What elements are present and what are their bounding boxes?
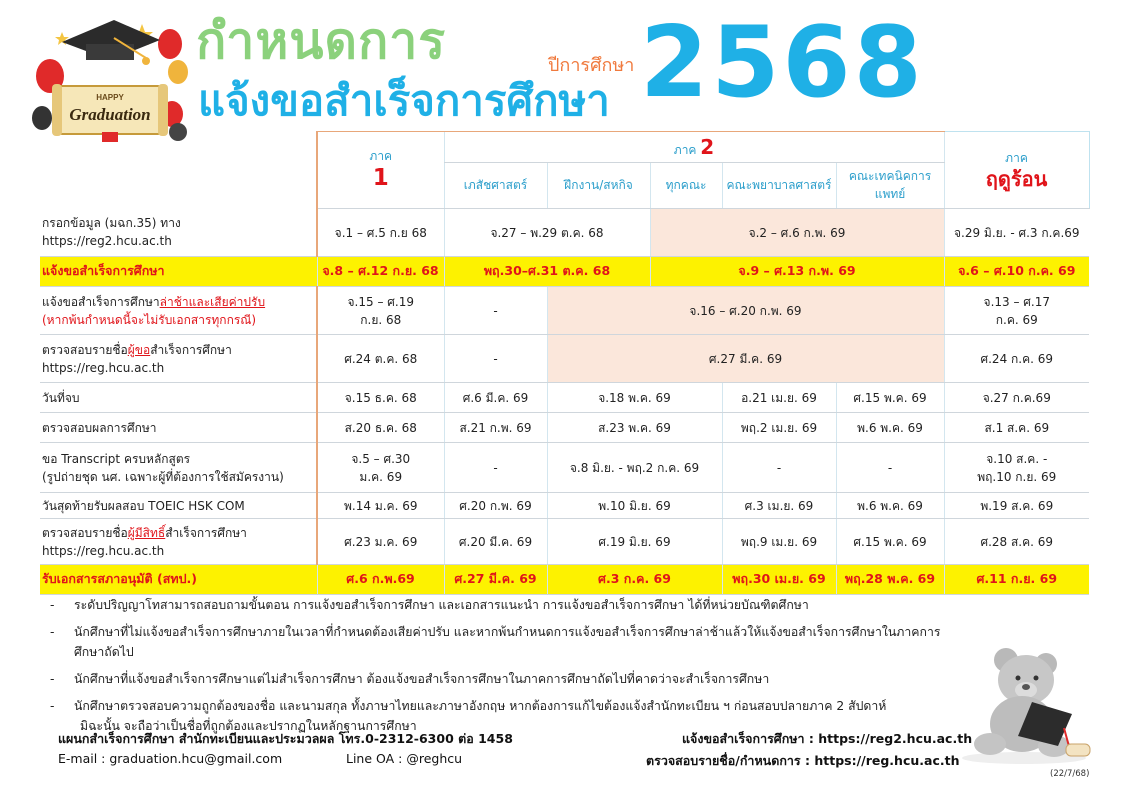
graduation-schedule-table (40, 131, 1090, 595)
cell-intern-all: ศ.19 มิ.ย. 69 (547, 519, 722, 565)
table-row (40, 493, 1089, 519)
graphic-big-text: Graduation (69, 105, 151, 124)
cell-nursing: พฤ.9 เม.ย. 69 (722, 519, 836, 565)
cell-intern-all: พ.10 มิ.ย. 69 (547, 493, 722, 519)
footer-check-url[interactable]: ตรวจสอบรายชื่อ/กำหนดการ : https://reg.hcu.ac.th (646, 753, 960, 768)
cell-line: จ.13 – ศ.17 (983, 294, 1050, 309)
label-url: https://reg.hcu.ac.th (42, 543, 165, 558)
cell-summer: จ.6 – ศ.10 ก.ค. 69 (944, 257, 1089, 287)
summer-header (944, 132, 1089, 209)
note-text: ระดับปริญญาโทสามารถสอบถามขั้นตอน การแจ้งขอสำเร็จการศึกษา และเอกสารแนะนำ การแจ้งขอสำเร็จการศึกษา ได้ที่หน่วยบัณฑิตศึกษา (74, 598, 809, 612)
note-item (46, 596, 946, 616)
row-label-check-result: ตรวจสอบผลการศึกษา (40, 413, 317, 443)
cell-pharm-intern: พฤ.30–ศ.31 ต.ค. 68 (444, 257, 650, 287)
col-all-faculties: ทุกคณะ (650, 163, 722, 209)
cell-line: ก.ค. 69 (995, 312, 1038, 327)
row-label-fill (40, 209, 317, 257)
academic-year: 2568 (640, 6, 925, 120)
table-header-row (40, 132, 1089, 163)
label-red-text: ผู้มีสิทธิ์ (127, 525, 166, 540)
label-url: https://reg.hcu.ac.th (42, 360, 165, 375)
row-label-end-date: วันที่จบ (40, 383, 317, 413)
term1-number: 1 (372, 165, 389, 192)
row-label-late (40, 287, 317, 335)
cell-summer (944, 443, 1089, 493)
table-row-highlight (40, 565, 1089, 595)
cell-intern-all: ศ.3 ก.ค. 69 (547, 565, 722, 595)
term2-number: 2 (700, 135, 715, 159)
cell-summer: ส.1 ส.ค. 69 (944, 413, 1089, 443)
table-row-highlight (40, 257, 1089, 287)
document-date-code: (22/7/68) (1050, 769, 1090, 779)
cell-pharm: ส.21 ก.พ. 69 (444, 413, 547, 443)
cell-term1: จ.1 – ศ.5 ก.ย 68 (317, 209, 444, 257)
cell-pharm-intern: จ.27 – พ.29 ต.ค. 68 (444, 209, 650, 257)
cell-term1: ส.20 ธ.ค. 68 (317, 413, 444, 443)
note-item (46, 670, 946, 690)
cell-line: จ.5 – ศ.30 (351, 451, 411, 466)
col-pharmacy: เภสัชศาสตร์ (444, 163, 547, 209)
cell-summer: ศ.28 ส.ค. 69 (944, 519, 1089, 565)
label-warning: (หากพ้นกำหนดนี้จะไม่รับเอกสารทุกกรณี) (42, 312, 257, 327)
title-line-2: แจ้งขอสำเร็จการศึกษา (198, 77, 610, 124)
cell-line: พฤ.10 ก.ย. 69 (977, 469, 1057, 484)
label-url: https://reg2.hcu.ac.th (42, 234, 172, 249)
row-label-check-applicant (40, 335, 317, 383)
cell-intern-all: จ.8 มิ.ย. - พฤ.2 ก.ค. 69 (547, 443, 722, 493)
term1-header (317, 132, 444, 209)
cell-summer: ศ.11 ก.ย. 69 (944, 565, 1089, 595)
cell-term1: จ.15 ธ.ค. 68 (317, 383, 444, 413)
label-line: กรอกข้อมูล (มฉก.35) ทาง (42, 216, 181, 231)
label-text: ตรวจสอบรายชื่อ (42, 342, 128, 357)
cell-term1: พ.14 ม.ค. 69 (317, 493, 444, 519)
cell-medtech: - (836, 443, 944, 493)
term2-header (444, 132, 944, 163)
label-red-text: ล่าช้าและเสียค่าปรับ (159, 294, 266, 309)
cell-term2-rest: ศ.27 มี.ค. 69 (547, 335, 944, 383)
cell-medtech: พ.6 พ.ค. 69 (836, 493, 944, 519)
row-label-degree-docs: รับเอกสารสภาอนุมัติ (สทป.) (40, 565, 317, 595)
cell-line: ม.ค. 69 (359, 469, 403, 484)
footer-notify-url[interactable]: แจ้งขอสำเร็จการศึกษา : https://reg2.hcu.ac.th (682, 731, 973, 746)
cell-medtech: พ.6 พ.ค. 69 (836, 413, 944, 443)
col-internship: ฝึกงาน/สหกิจ (547, 163, 650, 209)
table-row (40, 443, 1089, 493)
table-row (40, 383, 1089, 413)
cell-line: จ.10 ส.ค. - (986, 451, 1048, 466)
row-label-toeic: วันสุดท้ายรับผลสอบ TOEIC HSK COM (40, 493, 317, 519)
cell-term1 (317, 287, 444, 335)
cell-intern-all: จ.18 พ.ค. 69 (547, 383, 722, 413)
table-row (40, 519, 1089, 565)
summer-label: ภาค (1005, 151, 1028, 165)
table-row (40, 413, 1089, 443)
cell-term1 (317, 443, 444, 493)
term2-label: ภาค (673, 143, 697, 157)
cell-summer: พ.19 ส.ค. 69 (944, 493, 1089, 519)
cell-pharm: - (444, 443, 547, 493)
label-line: ขอ Transcript ครบหลักสูตร (42, 451, 191, 466)
cell-pharm: ศ.6 มี.ค. 69 (444, 383, 547, 413)
cell-intern-all: ส.23 พ.ค. 69 (547, 413, 722, 443)
cell-pharm: ศ.27 มี.ค. 69 (444, 565, 547, 595)
cell-nursing: - (722, 443, 836, 493)
cell-term1: จ.8 – ศ.12 ก.ย. 68 (317, 257, 444, 287)
footer-line-oa[interactable]: Line OA : @reghcu (346, 751, 463, 766)
title-line-1: กำหนดการ (196, 13, 447, 69)
cell-term1: ศ.6 ก.พ.69 (317, 565, 444, 595)
header-blank (40, 132, 317, 209)
note-text: นักศึกษาที่แจ้งขอสำเร็จการศึกษาแต่ไม่สำเร็จการศึกษา ต้องแจ้งขอสำเร็จการศึกษาในภาคการศึกษาถัดไปที่คาดว่าจะสำเร็จการศึกษา (74, 672, 770, 687)
cell-medtech: ศ.15 พ.ค. 69 (836, 383, 944, 413)
cell-medtech: ศ.15 พ.ค. 69 (836, 519, 944, 565)
row-label-notify: แจ้งขอสำเร็จการศึกษา (40, 257, 317, 287)
note-continuation: มิฉะนั้น จะถือว่าเป็นชื่อที่ถูกต้องและปรากฏในหลักฐานการศึกษา (80, 718, 417, 733)
cell-pharm: ศ.20 มี.ค. 69 (444, 519, 547, 565)
cell-term1: ศ.23 ม.ค. 69 (317, 519, 444, 565)
col-medtech: คณะเทคนิคการแพทย์ (836, 163, 944, 209)
cell-nursing: พฤ.30 เม.ย. 69 (722, 565, 836, 595)
row-label-transcript (40, 443, 317, 493)
cell-medtech: พฤ.28 พ.ค. 69 (836, 565, 944, 595)
cell-term2-rest: จ.16 – ศ.20 ก.พ. 69 (547, 287, 944, 335)
cell-summer: จ.29 มิ.ย. - ศ.3 ก.ค.69 (944, 209, 1089, 257)
graduation-illustration (22, 14, 194, 142)
cell-nursing: พฤ.2 เม.ย. 69 (722, 413, 836, 443)
label-text: แจ้งขอสำเร็จการศึกษา (42, 294, 160, 309)
cell-line: ก.ย. 68 (360, 312, 402, 327)
label-text: ตรวจสอบรายชื่อ (42, 525, 128, 540)
note-text: นักศึกษาตรวจสอบความถูกต้องของชื่อ และนามสกุล ทั้งภาษาไทยและภาษาอังกฤษ หากต้องการแก้ไขต้องแจ้งสำนักทะเบียน ฯ ก่อนสอบปลายภาค 2 สัปดาห์ (74, 699, 887, 714)
academic-year-label: ปีการศึกษา (548, 55, 635, 75)
col-nursing: คณะพยาบาลศาสตร์ (722, 163, 836, 209)
term1-label: ภาค (369, 149, 393, 164)
label-red-text: ผู้ขอ (127, 342, 151, 357)
label-text: สำเร็จการศึกษา (165, 525, 247, 540)
cell-summer: ศ.24 ก.ค. 69 (944, 335, 1089, 383)
label-text: สำเร็จการศึกษา (150, 342, 232, 357)
notes-list (46, 596, 946, 744)
summer-name: ฤดูร้อน (985, 167, 1048, 191)
teddy-bear-illustration (954, 640, 1094, 765)
footer-email[interactable]: E-mail : graduation.hcu@gmail.com (58, 751, 283, 766)
cell-pharm: ศ.20 ก.พ. 69 (444, 493, 547, 519)
cell-term2-rest: จ.2 – ศ.6 ก.พ. 69 (650, 209, 944, 257)
cell-term1: ศ.24 ต.ค. 68 (317, 335, 444, 383)
graphic-small-text: HAPPY (96, 93, 124, 102)
cell-nursing: อ.21 เม.ย. 69 (722, 383, 836, 413)
cell-term2-rest: จ.9 – ศ.13 ก.พ. 69 (650, 257, 944, 287)
cell-summer (944, 287, 1089, 335)
row-label-check-entitled (40, 519, 317, 565)
cell-line: จ.15 – ศ.19 (347, 294, 414, 309)
cell-nursing: ศ.3 เม.ย. 69 (722, 493, 836, 519)
table-row (40, 209, 1089, 257)
note-item (46, 623, 946, 662)
note-text: นักศึกษาที่ไม่แจ้งขอสำเร็จการศึกษาภายในเวลาที่กำหนดต้องเสียค่าปรับ และหากพ้นกำหนดการแจ้งขอสำเร็จการศึกษาล่าช้าแล้วให้แจ้งขอสำเร็จการศึกษาในภาคการศึกษาถัดไป (74, 625, 941, 659)
table-row (40, 287, 1089, 335)
cell-summer: จ.27 ก.ค.69 (944, 383, 1089, 413)
table-row (40, 335, 1089, 383)
cell-pharm: - (444, 287, 547, 335)
footer-office: แผนกสำเร็จการศึกษา สำนักทะเบียนและประมวลผล โทร.0-2312-6300 ต่อ 1458 (58, 731, 513, 746)
label-line: (รูปถ่ายชุด นศ. เฉพาะผู้ที่ต้องการใช้สมัครงาน) (42, 469, 284, 484)
cell-pharm: - (444, 335, 547, 383)
